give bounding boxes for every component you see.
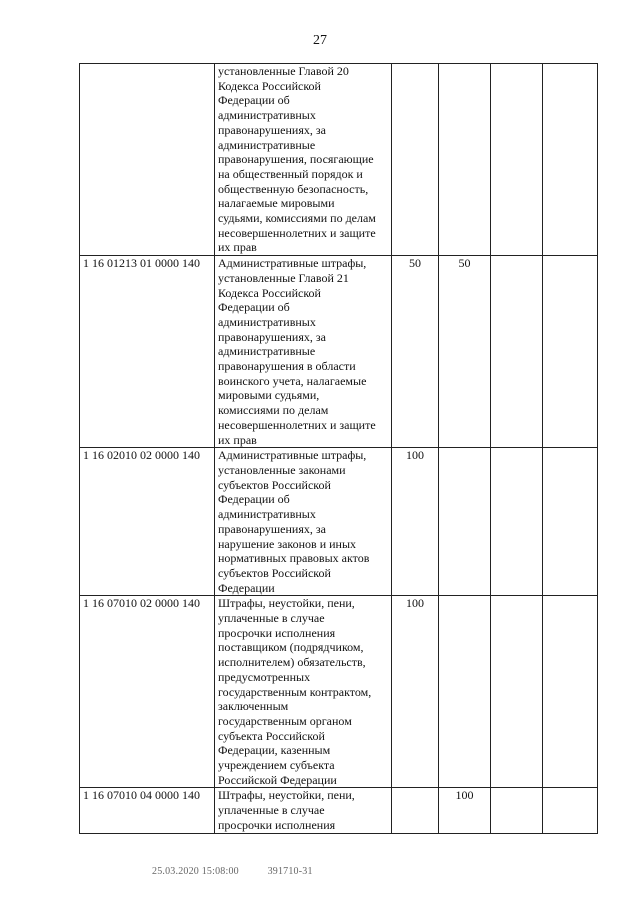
amount-cell-3 [491,256,543,448]
table-row [80,448,598,596]
amount-cell-4 [543,64,598,256]
amount-cell-4 [543,788,598,833]
amount-cell-2: 50 [439,256,491,448]
amount-cell-3 [491,788,543,833]
table-row [80,256,598,448]
kbk-code-cell: 1 16 01213 01 0000 140 [80,256,215,448]
amount-cell-1: 100 [392,596,439,788]
document-footer [152,866,313,877]
table-row [80,788,598,833]
description-cell: Штрафы, неустойки, пени, уплаченные в случае просрочки исполнения поставщиком (подрядчиком, исполнителем) обязательств, предусмотренных государственным контрактом, заключенным государственным органом субъекта Российской Федерации, казенным учреждением субъекта Российской Федерации [215,596,392,788]
kbk-code-cell: 1 16 07010 04 0000 140 [80,788,215,833]
page-number: 27 [313,33,327,48]
amount-cell-2 [439,596,491,788]
amount-cell-2 [439,64,491,256]
description-cell: Административные штрафы, установленные законами субъектов Российской Федерации об административных правонарушениях, за нарушение законов и иных нормативных правовых актов субъектов Российской Федерации [215,448,392,596]
amount-cell-3 [491,448,543,596]
amount-cell-4 [543,596,598,788]
amount-cell-3 [491,596,543,788]
kbk-code-cell: 1 16 02010 02 0000 140 [80,448,215,596]
amount-cell-2 [439,448,491,596]
kbk-code-cell [80,64,215,256]
description-cell: Штрафы, неустойки, пени, уплаченные в случае просрочки исполнения [215,788,392,833]
amount-cell-4 [543,448,598,596]
amount-cell-1: 50 [392,256,439,448]
amount-cell-4 [543,256,598,448]
amount-cell-3 [491,64,543,256]
table-row [80,596,598,788]
amount-cell-1: 100 [392,448,439,596]
amount-cell-1 [392,788,439,833]
amount-cell-2: 100 [439,788,491,833]
amount-cell-1 [392,64,439,256]
table-row [80,64,598,256]
footer-timestamp: 25.03.2020 15:08:00 [152,866,239,877]
kbk-code-cell: 1 16 07010 02 0000 140 [80,596,215,788]
description-cell: Административные штрафы, установленные Главой 21 Кодекса Российской Федерации об административных правонарушениях, за административные правонарушения в области воинского учета, налагаемые мировыми судьями, комиссиями по делам несовершеннолетних и защите их прав [215,256,392,448]
footer-doc-id: 391710-31 [267,866,313,877]
description-cell: установленные Главой 20 Кодекса Российской Федерации об административных правонарушениях, за административные правонарушения, посягающие на общественный порядок и общественную безопасность, налагаемые мировыми судьями, комиссиями по делам несовершеннолетних и защите их прав [215,64,392,256]
budget-revenue-table [79,63,598,834]
